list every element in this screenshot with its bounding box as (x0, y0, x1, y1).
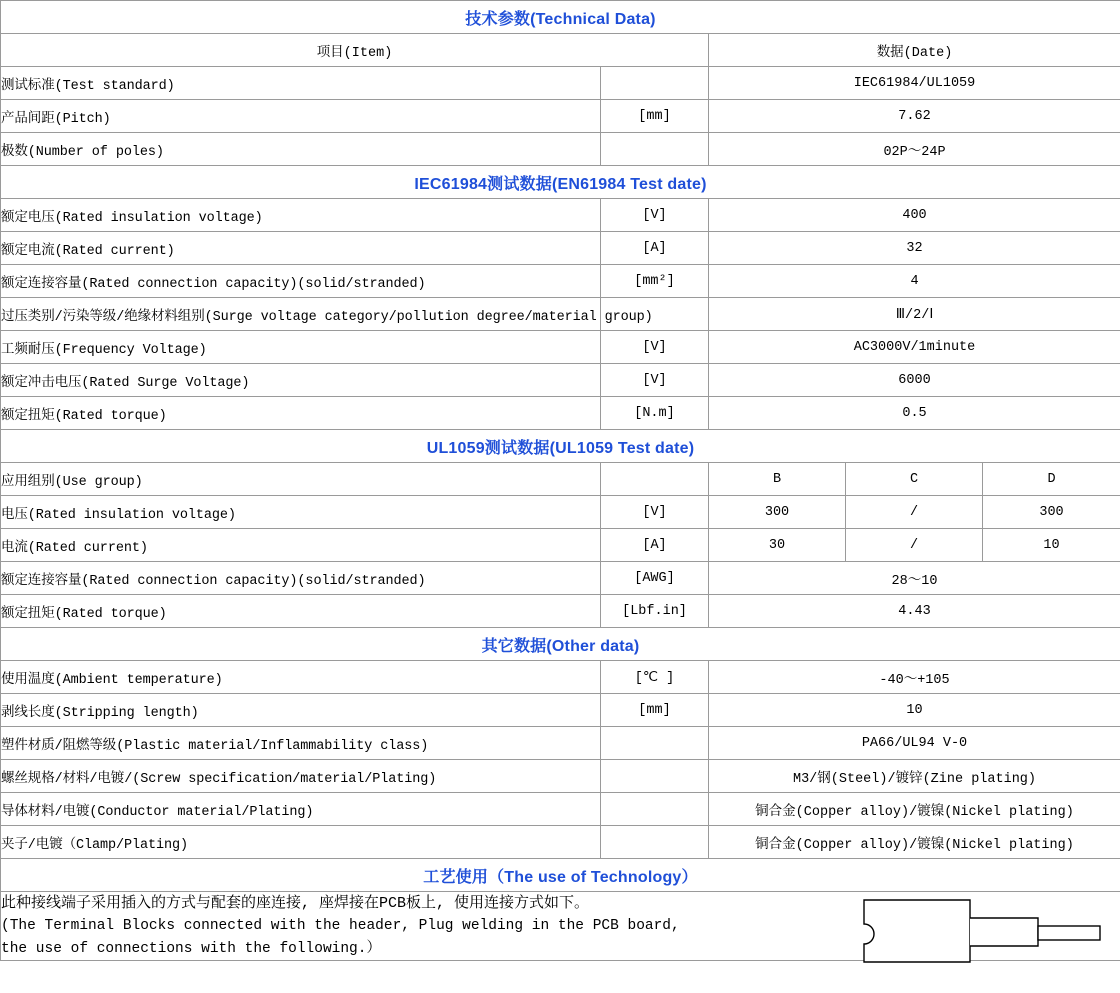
section-row-other (1, 628, 1120, 661)
row-value-c: C (846, 463, 983, 496)
row-value-c: / (846, 496, 983, 529)
table-row (1, 694, 1120, 727)
table-row (1, 826, 1120, 859)
row-value-b: 30 (709, 529, 846, 562)
row-item: 螺丝规格/材料/电镀/(Screw specification/material/Plating) (1, 760, 601, 793)
table-row (1, 331, 1120, 364)
footer-line-en-1: (The Terminal Blocks connected with the header, Plug welding in the PCB board, (1, 918, 680, 935)
row-value: AC3000V/1minute (709, 331, 1120, 364)
row-value: 0.5 (709, 397, 1120, 430)
header-item: 项目(Item) (1, 34, 709, 67)
row-unit (601, 727, 709, 760)
row-item: 剥线长度(Stripping length) (1, 694, 601, 727)
row-value: 10 (709, 694, 1120, 727)
row-value: 28～10 (709, 562, 1120, 595)
row-value: IEC61984/UL1059 (709, 67, 1120, 100)
row-unit: [Lbf.in] (601, 595, 709, 628)
section-title-other: 其它数据(Other data) (1, 628, 1120, 661)
table-row (1, 562, 1120, 595)
row-unit: [V] (601, 496, 709, 529)
row-item: 极数(Number of poles) (1, 133, 601, 166)
row-unit: [mm] (601, 694, 709, 727)
row-value: 铜合金(Copper alloy)/镀镍(Nickel plating) (709, 826, 1120, 859)
footer-row (1, 892, 1120, 961)
row-value-b: B (709, 463, 846, 496)
row-item: 额定冲击电压(Rated Surge Voltage) (1, 364, 601, 397)
row-value: PA66/UL94 V-0 (709, 727, 1120, 760)
table-row (1, 793, 1120, 826)
header-data: 数据(Date) (709, 34, 1120, 67)
table-row (1, 496, 1120, 529)
row-item: 测试标准(Test standard) (1, 67, 601, 100)
row-value-d: 300 (983, 496, 1120, 529)
table-row (1, 199, 1120, 232)
row-unit (601, 463, 709, 496)
row-value: 7.62 (709, 100, 1120, 133)
row-item: 塑件材质/阻燃等级(Plastic material/Inflammability class) (1, 727, 601, 760)
row-unit (601, 793, 709, 826)
row-item: 电压(Rated insulation voltage) (1, 496, 601, 529)
section-title-iec: IEC61984测试数据(EN61984 Test date) (1, 166, 1120, 199)
section-title-ul: UL1059测试数据(UL1059 Test date) (1, 430, 1120, 463)
row-item: 产品间距(Pitch) (1, 100, 601, 133)
row-item: 夹子/电镀（Clamp/Plating) (1, 826, 601, 859)
table-row (1, 100, 1120, 133)
row-item: 电流(Rated current) (1, 529, 601, 562)
row-value-d: 10 (983, 529, 1120, 562)
row-unit: [A] (601, 529, 709, 562)
row-unit (601, 826, 709, 859)
row-unit: [V] (601, 331, 709, 364)
row-unit: [℃ ] (601, 661, 709, 694)
section-title-tech-use: 工艺使用（The use of Technology） (1, 859, 1120, 892)
row-item: 额定电压(Rated insulation voltage) (1, 199, 601, 232)
row-unit: [N.m] (601, 397, 709, 430)
terminal-block-diagram-icon (862, 896, 1102, 968)
table-row (1, 364, 1120, 397)
row-unit: [V] (601, 199, 709, 232)
row-item: 额定电流(Rated current) (1, 232, 601, 265)
row-item: 过压类别/污染等级/绝缘材料组别(Surge voltage category/pollution degree/material group) (1, 298, 601, 331)
row-unit: [V] (601, 364, 709, 397)
row-value-d: D (983, 463, 1120, 496)
table-row (1, 265, 1120, 298)
row-item: 应用组别(Use group) (1, 463, 601, 496)
row-unit (601, 133, 709, 166)
section-row-ul (1, 430, 1120, 463)
section-title-technical: 技术参数(Technical Data) (1, 1, 1120, 34)
table-row (1, 133, 1120, 166)
row-item: 工频耐压(Frequency Voltage) (1, 331, 601, 364)
row-item: 额定扭矩(Rated torque) (1, 397, 601, 430)
row-value: Ⅲ/2/Ⅰ (709, 298, 1120, 331)
row-item: 额定连接容量(Rated connection capacity)(solid/stranded) (1, 265, 601, 298)
row-unit: [mm²] (601, 265, 709, 298)
row-unit (601, 760, 709, 793)
row-item: 导体材料/电镀(Conductor material/Plating) (1, 793, 601, 826)
table-row (1, 232, 1120, 265)
row-value: 4 (709, 265, 1120, 298)
section-row-technical (1, 1, 1120, 34)
row-value: M3/钢(Steel)/镀锌(Zine plating) (709, 760, 1120, 793)
table-row (1, 298, 1120, 331)
table-row (1, 727, 1120, 760)
row-unit (601, 67, 709, 100)
row-value: 4.43 (709, 595, 1120, 628)
row-unit: [mm] (601, 100, 709, 133)
row-value: 32 (709, 232, 1120, 265)
row-value: 6000 (709, 364, 1120, 397)
row-value: 02P～24P (709, 133, 1120, 166)
table-row (1, 529, 1120, 562)
section-row-tech-use (1, 859, 1120, 892)
row-value: 400 (709, 199, 1120, 232)
footer-block (1, 892, 1120, 961)
row-value-b: 300 (709, 496, 846, 529)
row-value-c: / (846, 529, 983, 562)
table-row (1, 661, 1120, 694)
row-item: 额定扭矩(Rated torque) (1, 595, 601, 628)
table-header-row (1, 34, 1120, 67)
footer-line-cn: 此种接线端子采用插入的方式与配套的座连接, 座焊接在PCB板上, 使用连接方式如下。 (1, 895, 590, 912)
row-unit: [AWG] (601, 562, 709, 595)
row-item: 额定连接容量(Rated connection capacity)(solid/stranded) (1, 562, 601, 595)
footer-line-en-2: the use of connections with the following.） (1, 940, 381, 957)
row-unit: [A] (601, 232, 709, 265)
table-row (1, 397, 1120, 430)
section-row-iec (1, 166, 1120, 199)
table-row (1, 760, 1120, 793)
table-row (1, 67, 1120, 100)
table-row (1, 463, 1120, 496)
row-value: 铜合金(Copper alloy)/镀镍(Nickel plating) (709, 793, 1120, 826)
table-row (1, 595, 1120, 628)
row-value: -40～+105 (709, 661, 1120, 694)
row-item: 使用温度(Ambient temperature) (1, 661, 601, 694)
